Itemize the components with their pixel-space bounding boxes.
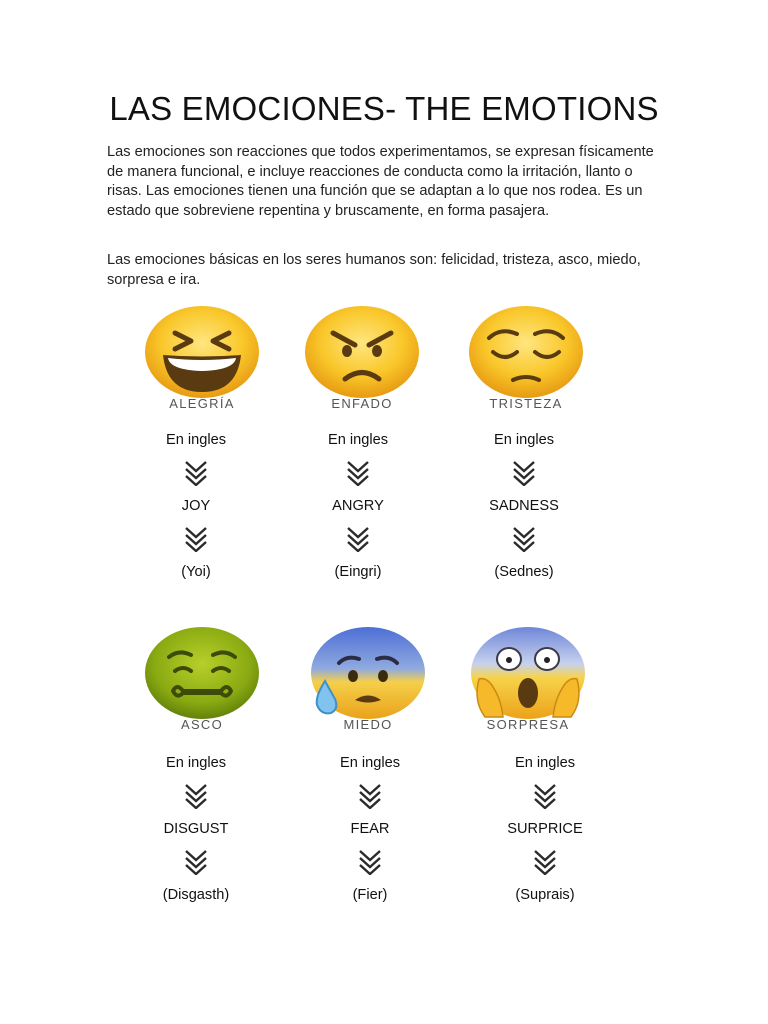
chevron-down-icon — [182, 460, 210, 486]
intro-paragraph: Las emociones son reacciones que todos experimentamos, se expresan físicamente de manera funcional, e incluye reacciones de conducta como la irritación, llanto o risas. Las emociones tienen una función que se adaptan a lo que nos rodea. Es un estado que sobreviene repentina y bruscamente, en forma pasajera. — [107, 144, 654, 219]
emotion-card-angry — [297, 300, 427, 430]
chevron-down-icon — [344, 526, 372, 552]
emotion-card-joy — [137, 300, 267, 430]
emotion-label: MIEDO — [343, 717, 393, 732]
chevron-down-icon — [531, 783, 559, 809]
chevron-down-icon — [356, 849, 384, 875]
chevron-down-icon — [182, 849, 210, 875]
in-english-label: En ingles — [339, 755, 401, 771]
english-word: SADNESS — [489, 498, 559, 514]
screaming-face-icon — [463, 621, 593, 721]
in-english-label: En ingles — [514, 755, 576, 771]
emotion-card-disgust — [137, 621, 267, 751]
english-word: DISGUST — [163, 821, 229, 837]
english-word: JOY — [181, 498, 211, 514]
angry-face-icon — [297, 300, 427, 400]
fearful-sweat-face-icon — [303, 621, 433, 721]
pronunciation-text: (Sednes) — [494, 564, 554, 580]
chevron-down-icon — [182, 783, 210, 809]
pronunciation-text: (Suprais) — [515, 887, 575, 903]
in-english-label: En ingles — [327, 432, 389, 448]
emotion-card-sadness — [461, 300, 591, 430]
chevron-down-icon — [344, 460, 372, 486]
emotion-label: ENFADO — [331, 396, 393, 411]
emotion-card-fear — [303, 621, 433, 751]
in-english-label: En ingles — [493, 432, 555, 448]
english-word: FEAR — [350, 821, 390, 837]
chevron-down-icon — [510, 526, 538, 552]
chevron-down-icon — [356, 783, 384, 809]
pronunciation-text: (Disgasth) — [162, 887, 230, 903]
pronunciation-text: (Yoi) — [181, 564, 211, 580]
pensive-face-icon — [461, 300, 591, 400]
chevron-down-icon — [531, 849, 559, 875]
emotion-card-surprise — [463, 621, 593, 751]
in-english-label: En ingles — [165, 432, 227, 448]
english-word: ANGRY — [332, 498, 384, 514]
nauseated-face-icon — [137, 621, 267, 721]
in-english-label: En ingles — [165, 755, 227, 771]
emotion-label: SORPRESA — [486, 717, 570, 732]
chevron-down-icon — [182, 526, 210, 552]
english-word: SURPRICE — [507, 821, 583, 837]
laughing-face-icon — [137, 300, 267, 400]
pronunciation-text: (Eingri) — [334, 564, 382, 580]
chevron-down-icon — [510, 460, 538, 486]
emotion-label: ALEGRÍA — [169, 396, 235, 411]
pronunciation-text: (Fier) — [352, 887, 388, 903]
basic-emotions-paragraph: Las emociones básicas en los seres humanos son: felicidad, tristeza, asco, miedo, sorpresa e ira. — [107, 252, 641, 288]
emotion-label: ASCO — [180, 717, 224, 732]
page-title: LAS EMOCIONES- THE EMOTIONS — [109, 90, 659, 127]
emotion-label: TRISTEZA — [489, 396, 563, 411]
